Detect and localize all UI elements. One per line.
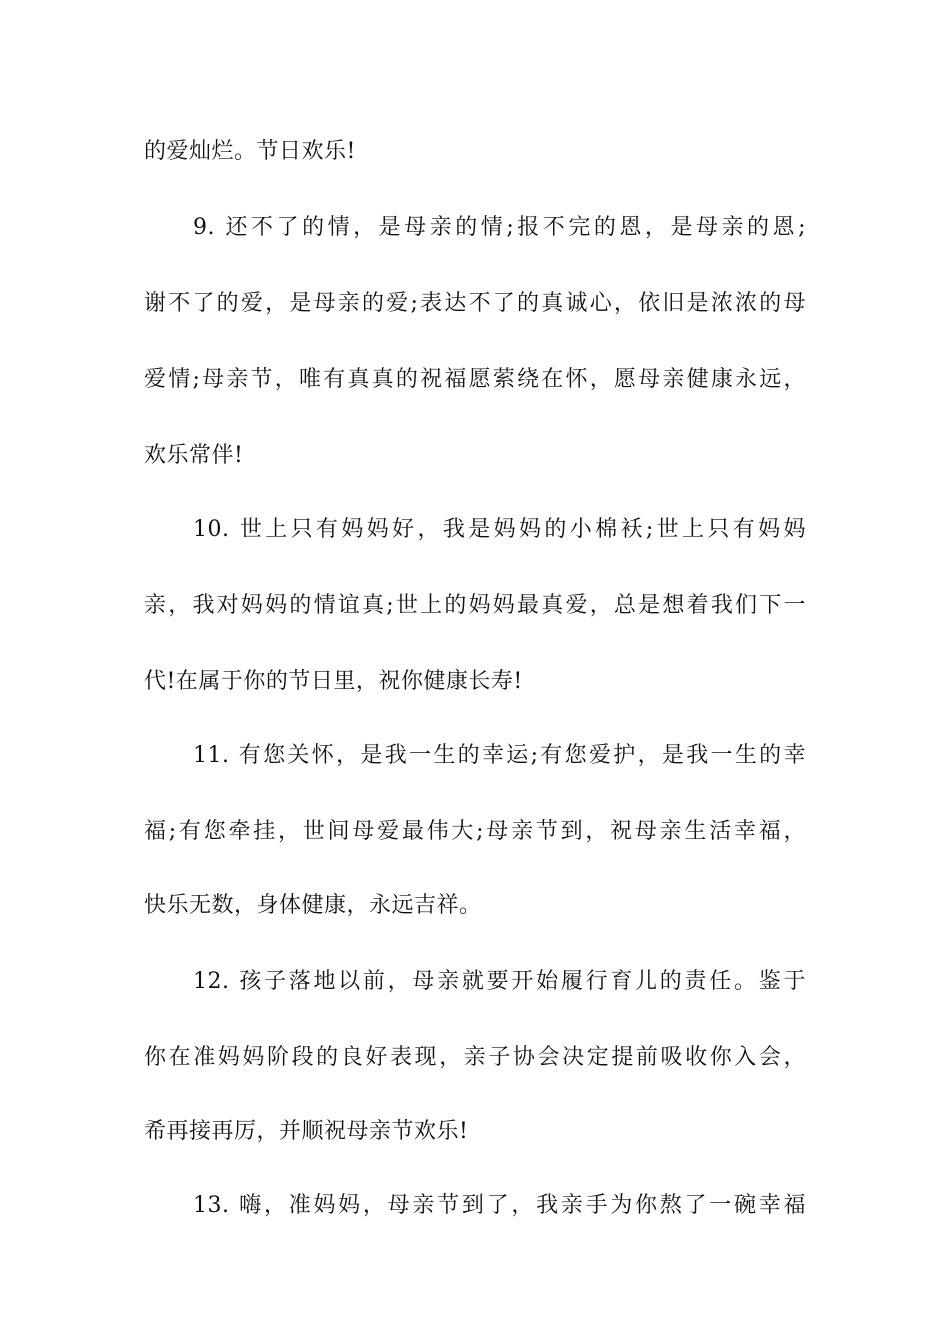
text-line: 亲，我对妈妈的情谊真;世上的妈妈最真爱，总是想着我们下一 [144, 593, 806, 618]
text-line: 12. 孩子落地以前，母亲就要开始履行育儿的责任。鉴于 [193, 969, 806, 994]
text-line: 谢不了的爱，是母亲的爱;表达不了的真诚心，依旧是浓浓的母 [144, 291, 806, 316]
text-line: 的爱灿烂。节日欢乐! [144, 139, 356, 164]
text-line: 你在准妈妈阶段的良好表现，亲子协会决定提前吸收你入会， [144, 1045, 806, 1070]
text-line: 快乐无数，身体健康，永远吉祥。 [144, 893, 482, 918]
text-line: 欢乐常伴! [144, 443, 244, 468]
text-line: 10. 世上只有妈妈好，我是妈妈的小棉袄;世上只有妈妈 [193, 517, 806, 542]
text-line: 11. 有您关怀，是我一生的幸运;有您爱护，是我一生的幸 [193, 743, 806, 768]
text-line: 代!在属于你的节日里，祝你健康长寿! [144, 669, 523, 694]
text-line: 13. 嗨，准妈妈，母亲节到了，我亲手为你熬了一碗幸福 [193, 1193, 806, 1218]
text-line: 福;有您牵挂，世间母爱最伟大;母亲节到，祝母亲生活幸福， [144, 819, 806, 844]
text-line: 希再接再厉，并顺祝母亲节欢乐! [144, 1119, 469, 1144]
text-line: 9. 还不了的情，是母亲的情;报不完的恩，是母亲的恩; [193, 215, 806, 240]
text-line: 爱情;母亲节，唯有真真的祝福愿萦绕在怀，愿母亲健康永远， [144, 367, 806, 392]
